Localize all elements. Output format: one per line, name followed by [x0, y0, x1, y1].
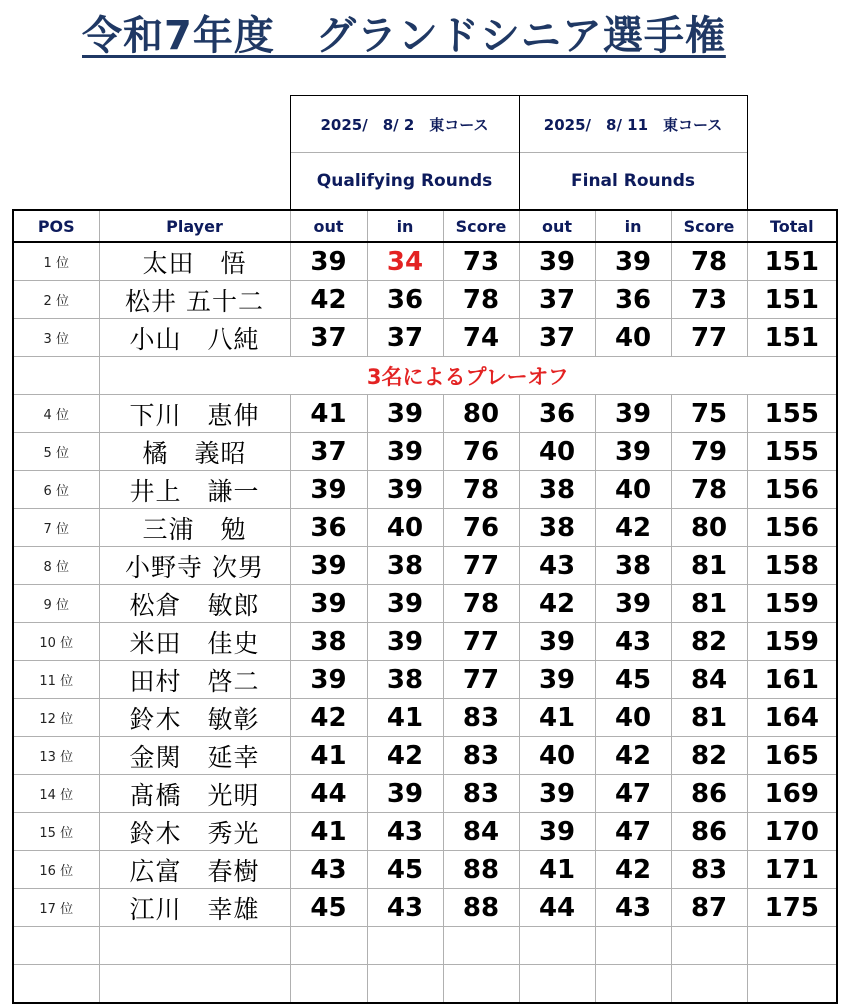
position-cell: 2 位: [13, 281, 99, 319]
empty-cell: [747, 927, 837, 965]
score-cell-f-score: 75: [671, 395, 747, 433]
score-cell-total: 159: [747, 623, 837, 661]
score-cell-q-out: 39: [290, 471, 367, 509]
playoff-note: 3名によるプレーオフ: [99, 357, 837, 395]
score-cell-total: 151: [747, 242, 837, 281]
results-table: [12, 95, 838, 1004]
col-q-out: out: [290, 210, 367, 242]
score-cell-f-in: 38: [595, 547, 671, 585]
score-cell-q-out: 41: [290, 813, 367, 851]
empty-cell: [443, 927, 519, 965]
score-cell-f-in: 40: [595, 699, 671, 737]
score-cell-q-score: 77: [443, 661, 519, 699]
score-cell-f-score: 87: [671, 889, 747, 927]
score-cell-f-in: 40: [595, 319, 671, 357]
player-name-cell: 江川 幸雄: [99, 889, 290, 927]
empty-cell: [290, 927, 367, 965]
player-name-cell: 髙橋 光明: [99, 775, 290, 813]
score-cell-q-out: 44: [290, 775, 367, 813]
score-cell-q-in: 34: [367, 242, 443, 281]
score-cell-q-score: 77: [443, 623, 519, 661]
table-row: [13, 319, 837, 357]
score-cell-total: 156: [747, 471, 837, 509]
player-name-cell: 松倉 敏郎: [99, 585, 290, 623]
score-cell-f-out: 40: [519, 737, 595, 775]
position-cell: 10 位: [13, 623, 99, 661]
empty-row: [13, 965, 837, 1004]
score-cell-f-score: 82: [671, 737, 747, 775]
score-cell-q-in: 36: [367, 281, 443, 319]
score-cell-q-out: 42: [290, 281, 367, 319]
score-cell-f-out: 39: [519, 775, 595, 813]
score-cell-q-out: 45: [290, 889, 367, 927]
score-cell-q-score: 77: [443, 547, 519, 585]
score-cell-f-score: 78: [671, 471, 747, 509]
score-cell-f-out: 39: [519, 661, 595, 699]
score-cell-f-out: 41: [519, 851, 595, 889]
page-title: 令和7年度 グランドシニア選手権: [82, 13, 726, 59]
score-cell-q-out: 39: [290, 547, 367, 585]
score-cell-q-score: 80: [443, 395, 519, 433]
score-cell-f-out: 41: [519, 699, 595, 737]
score-cell-q-out: 43: [290, 851, 367, 889]
score-cell-q-score: 84: [443, 813, 519, 851]
player-name-cell: 三浦 勉: [99, 509, 290, 547]
score-cell-q-score: 76: [443, 433, 519, 471]
score-cell-total: 158: [747, 547, 837, 585]
empty-cell: [671, 927, 747, 965]
score-cell-q-out: 36: [290, 509, 367, 547]
score-cell-total: 161: [747, 661, 837, 699]
empty-cell: [367, 927, 443, 965]
player-name-cell: 橘 義昭: [99, 433, 290, 471]
score-cell-f-in: 39: [595, 433, 671, 471]
score-cell-q-out: 39: [290, 585, 367, 623]
empty-cell: [13, 357, 99, 395]
table-row: [13, 699, 837, 737]
score-cell-total: 170: [747, 813, 837, 851]
score-cell-f-in: 40: [595, 471, 671, 509]
empty-cell: [99, 927, 290, 965]
player-name-cell: 田村 啓二: [99, 661, 290, 699]
score-cell-f-score: 80: [671, 509, 747, 547]
player-name-cell: 松井 五十二: [99, 281, 290, 319]
score-cell-q-in: 38: [367, 661, 443, 699]
score-cell-f-in: 42: [595, 851, 671, 889]
player-name-cell: 小野寺 次男: [99, 547, 290, 585]
col-q-in: in: [367, 210, 443, 242]
playoff-row: [13, 357, 837, 395]
score-cell-q-in: 39: [367, 775, 443, 813]
empty-cell: [13, 927, 99, 965]
score-cell-q-in: 39: [367, 471, 443, 509]
score-cell-q-in: 42: [367, 737, 443, 775]
table-row: [13, 585, 837, 623]
final-rounds-label: Final Rounds: [519, 153, 747, 211]
score-cell-f-in: 47: [595, 813, 671, 851]
score-cell-f-in: 43: [595, 623, 671, 661]
score-cell-q-in: 39: [367, 433, 443, 471]
score-cell-f-in: 47: [595, 775, 671, 813]
position-cell: 1 位: [13, 242, 99, 281]
score-cell-total: 175: [747, 889, 837, 927]
score-cell-q-in: 37: [367, 319, 443, 357]
empty-cell: [519, 927, 595, 965]
empty-cell: [671, 965, 747, 1004]
score-cell-q-in: 45: [367, 851, 443, 889]
position-cell: 7 位: [13, 509, 99, 547]
score-cell-q-score: 78: [443, 585, 519, 623]
score-cell-f-out: 39: [519, 813, 595, 851]
table-row: [13, 623, 837, 661]
table-row: [13, 281, 837, 319]
score-cell-f-out: 42: [519, 585, 595, 623]
score-cell-total: 165: [747, 737, 837, 775]
score-cell-f-out: 37: [519, 281, 595, 319]
player-name-cell: 下川 恵伸: [99, 395, 290, 433]
score-cell-q-out: 39: [290, 661, 367, 699]
score-cell-q-in: 41: [367, 699, 443, 737]
table-row: [13, 775, 837, 813]
score-cell-f-out: 37: [519, 319, 595, 357]
score-cell-f-in: 39: [595, 395, 671, 433]
score-cell-total: 164: [747, 699, 837, 737]
score-cell-q-out: 41: [290, 395, 367, 433]
score-cell-f-score: 82: [671, 623, 747, 661]
qualifying-date: 2025/ 8/ 2 東コース: [290, 96, 519, 153]
player-name-cell: 米田 佳史: [99, 623, 290, 661]
score-cell-total: 171: [747, 851, 837, 889]
score-cell-q-out: 42: [290, 699, 367, 737]
column-header-row: [13, 210, 837, 242]
position-cell: 8 位: [13, 547, 99, 585]
empty-cell: [519, 965, 595, 1004]
score-cell-q-score: 83: [443, 737, 519, 775]
player-name-cell: 広富 春樹: [99, 851, 290, 889]
table-row: [13, 813, 837, 851]
score-cell-q-out: 37: [290, 433, 367, 471]
col-q-score: Score: [443, 210, 519, 242]
table-row: [13, 471, 837, 509]
table-row: [13, 889, 837, 927]
col-f-out: out: [519, 210, 595, 242]
table-row: [13, 851, 837, 889]
position-cell: 11 位: [13, 661, 99, 699]
position-cell: 16 位: [13, 851, 99, 889]
col-f-score: Score: [671, 210, 747, 242]
table-row: [13, 433, 837, 471]
player-name-cell: 鈴木 秀光: [99, 813, 290, 851]
player-name-cell: 金関 延幸: [99, 737, 290, 775]
empty-cell: [443, 965, 519, 1004]
score-cell-f-in: 43: [595, 889, 671, 927]
table-row: [13, 737, 837, 775]
empty-cell: [595, 965, 671, 1004]
empty-cell: [747, 965, 837, 1004]
col-total: Total: [747, 210, 837, 242]
empty-row: [13, 927, 837, 965]
empty-cell: [595, 927, 671, 965]
score-cell-total: 159: [747, 585, 837, 623]
score-cell-q-in: 40: [367, 509, 443, 547]
score-cell-q-out: 41: [290, 737, 367, 775]
score-cell-total: 169: [747, 775, 837, 813]
score-cell-f-in: 42: [595, 509, 671, 547]
score-cell-f-out: 43: [519, 547, 595, 585]
table-row: [13, 242, 837, 281]
table-row: [13, 661, 837, 699]
score-cell-q-in: 43: [367, 889, 443, 927]
score-cell-f-in: 39: [595, 242, 671, 281]
score-cell-total: 155: [747, 395, 837, 433]
score-cell-f-score: 81: [671, 547, 747, 585]
position-cell: 15 位: [13, 813, 99, 851]
position-cell: 3 位: [13, 319, 99, 357]
score-cell-q-out: 39: [290, 242, 367, 281]
score-cell-f-score: 77: [671, 319, 747, 357]
table-row: [13, 547, 837, 585]
position-cell: 5 位: [13, 433, 99, 471]
score-cell-f-out: 36: [519, 395, 595, 433]
empty-cell: [99, 965, 290, 1004]
score-cell-f-score: 84: [671, 661, 747, 699]
score-cell-q-score: 83: [443, 699, 519, 737]
score-cell-f-score: 78: [671, 242, 747, 281]
player-name-cell: 井上 謙一: [99, 471, 290, 509]
score-cell-f-in: 42: [595, 737, 671, 775]
score-cell-q-score: 88: [443, 851, 519, 889]
score-cell-q-score: 74: [443, 319, 519, 357]
score-cell-q-in: 43: [367, 813, 443, 851]
score-cell-total: 151: [747, 319, 837, 357]
col-pos: POS: [13, 210, 99, 242]
empty-cell: [13, 965, 99, 1004]
score-cell-f-score: 81: [671, 699, 747, 737]
score-cell-q-score: 78: [443, 471, 519, 509]
position-cell: 12 位: [13, 699, 99, 737]
score-cell-f-score: 79: [671, 433, 747, 471]
score-cell-q-in: 38: [367, 547, 443, 585]
score-cell-q-in: 39: [367, 395, 443, 433]
empty-cell: [367, 965, 443, 1004]
score-cell-f-out: 38: [519, 509, 595, 547]
empty-cell: [290, 965, 367, 1004]
final-date: 2025/ 8/ 11 東コース: [519, 96, 747, 153]
player-name-cell: 太田 悟: [99, 242, 290, 281]
position-cell: 14 位: [13, 775, 99, 813]
qualifying-rounds-label: Qualifying Rounds: [290, 153, 519, 211]
table-row: [13, 395, 837, 433]
score-cell-f-out: 38: [519, 471, 595, 509]
position-cell: 6 位: [13, 471, 99, 509]
score-cell-q-out: 38: [290, 623, 367, 661]
position-cell: 9 位: [13, 585, 99, 623]
table-row: [13, 509, 837, 547]
score-cell-f-in: 36: [595, 281, 671, 319]
score-cell-f-score: 81: [671, 585, 747, 623]
score-cell-f-score: 83: [671, 851, 747, 889]
player-name-cell: 小山 八純: [99, 319, 290, 357]
score-cell-q-score: 78: [443, 281, 519, 319]
col-f-in: in: [595, 210, 671, 242]
score-cell-f-in: 39: [595, 585, 671, 623]
score-cell-q-score: 88: [443, 889, 519, 927]
score-cell-q-score: 83: [443, 775, 519, 813]
score-cell-f-score: 86: [671, 775, 747, 813]
score-cell-q-out: 37: [290, 319, 367, 357]
player-name-cell: 鈴木 敏彰: [99, 699, 290, 737]
score-cell-f-score: 86: [671, 813, 747, 851]
score-cell-total: 155: [747, 433, 837, 471]
score-cell-q-score: 73: [443, 242, 519, 281]
score-cell-q-score: 76: [443, 509, 519, 547]
score-cell-f-out: 39: [519, 623, 595, 661]
col-player: Player: [99, 210, 290, 242]
score-cell-f-out: 39: [519, 242, 595, 281]
position-cell: 4 位: [13, 395, 99, 433]
position-cell: 13 位: [13, 737, 99, 775]
score-cell-f-in: 45: [595, 661, 671, 699]
score-cell-f-out: 40: [519, 433, 595, 471]
score-cell-q-in: 39: [367, 623, 443, 661]
score-cell-f-out: 44: [519, 889, 595, 927]
score-cell-total: 151: [747, 281, 837, 319]
score-cell-q-in: 39: [367, 585, 443, 623]
score-cell-total: 156: [747, 509, 837, 547]
position-cell: 17 位: [13, 889, 99, 927]
score-cell-f-score: 73: [671, 281, 747, 319]
